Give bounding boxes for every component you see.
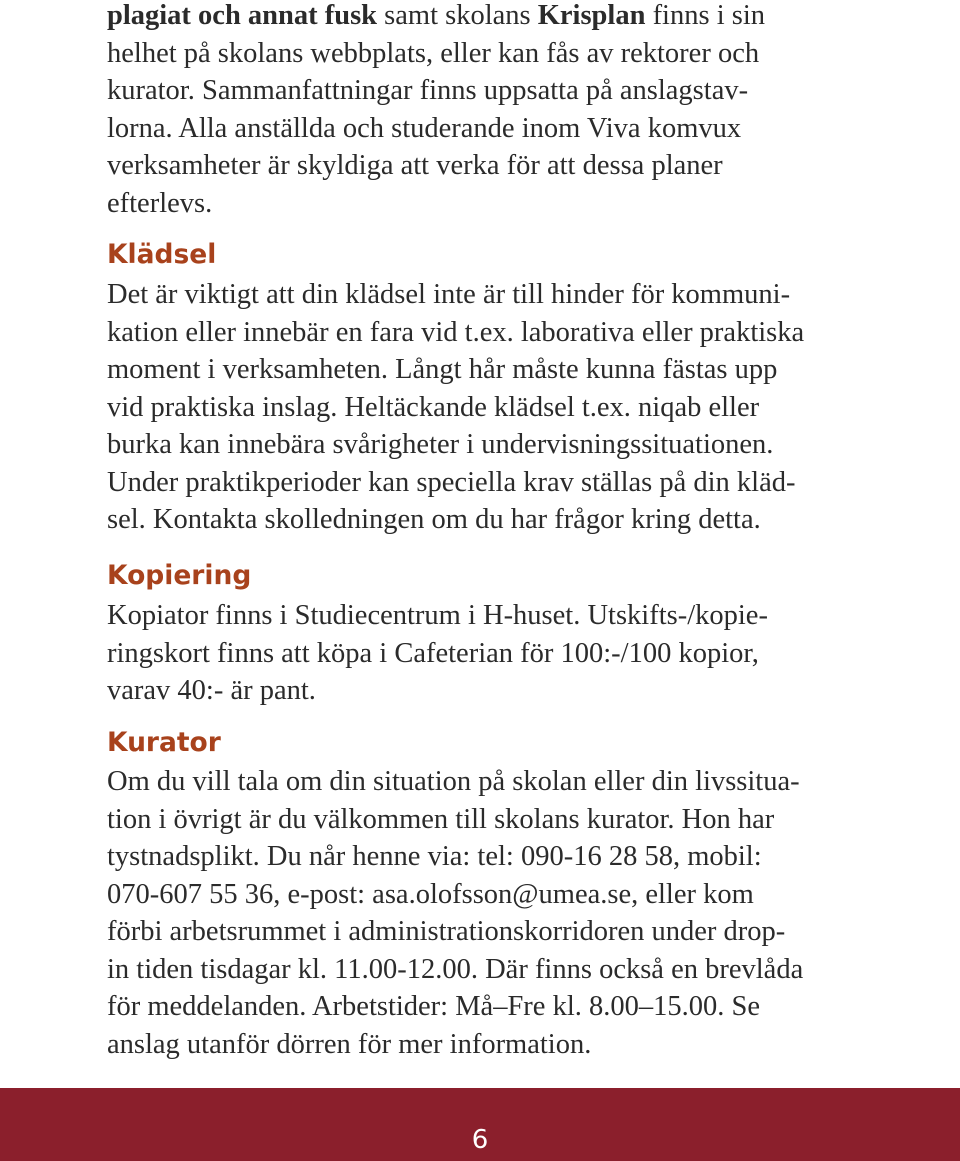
text-line: Under praktikperioder kan speciella krav ställas på din kläd- (107, 466, 796, 498)
text-line: Om du vill tala om din situation på skolan eller din livssitua- (107, 766, 800, 797)
text-line: förbi arbetsrummet i administrationskorridoren under drop- (107, 916, 786, 947)
text-line: tion i övrigt är du välkommen till skolans kurator. Hon har (107, 803, 775, 835)
text-line: kurator. Sammanfattningar finns uppsatta på anslagstav- (107, 75, 749, 106)
section-heading-kurator: Kurator (107, 727, 221, 758)
text-line: kation eller innebär en fara vid t.ex. laborativa eller praktiska (107, 316, 805, 348)
text-line: anslag utanför dörren för mer information. (107, 1028, 592, 1060)
section-heading-kladsel: Klädsel (107, 239, 217, 270)
text-line: sel. Kontakta skolledningen om du har frågor kring detta. (107, 504, 761, 535)
text-line (107, 0, 765, 35)
text-line: ringskort finns att köpa i Cafeterian för 100:-/100 kopior, (107, 637, 759, 669)
text-line: tystnadsplikt. Du når henne via: tel: 090-16 28 58, mobil: (107, 841, 762, 872)
text-line: Det är viktigt att din klädsel inte är till hinder för kommuni- (107, 279, 791, 310)
text-line: burka kan innebära svårigheter i undervisningssituationen. (107, 429, 774, 460)
section-heading-kopiering: Kopiering (107, 560, 252, 591)
text-line: vid praktiska inslag. Heltäckande klädsel t.ex. niqab eller (107, 391, 760, 423)
kurator-paragraph (107, 763, 803, 1063)
text-line: moment i verksamheten. Långt hår måste kunna fästas upp (107, 354, 778, 385)
bold-text: plagiat och annat fusk (107, 0, 378, 31)
intro-paragraph (107, 0, 765, 222)
kladsel-paragraph (107, 276, 804, 539)
text-line: Kopiator finns i Studiecentrum i H-huset. Utskifts-/kopie- (107, 600, 768, 631)
text-span: finns i sin (645, 0, 765, 31)
bold-text: Krisplan (537, 0, 646, 31)
text-line: 070-607 55 36, e-post: asa.olofsson@umea.se, eller kom (107, 878, 754, 910)
text-line: efterlevs. (107, 187, 213, 219)
text-line: lorna. Alla anställda och studerande inom Viva komvux (107, 112, 742, 144)
page-number: 6 (471, 1125, 489, 1155)
kopiering-paragraph (107, 597, 768, 710)
text-line: helhet på skolans webbplats, eller kan fås av rektorer och (107, 37, 760, 69)
text-line: in tiden tisdagar kl. 11.00-12.00. Där finns också en brevlåda (107, 953, 804, 985)
text-line: verksamheter är skyldiga att verka för att dessa planer (107, 150, 723, 181)
text-span: samt skolans (377, 0, 538, 31)
text-line: för meddelanden. Arbetstider: Må–Fre kl. 8.00–15.00. Se (107, 991, 760, 1022)
text-line: varav 40:- är pant. (107, 675, 316, 706)
